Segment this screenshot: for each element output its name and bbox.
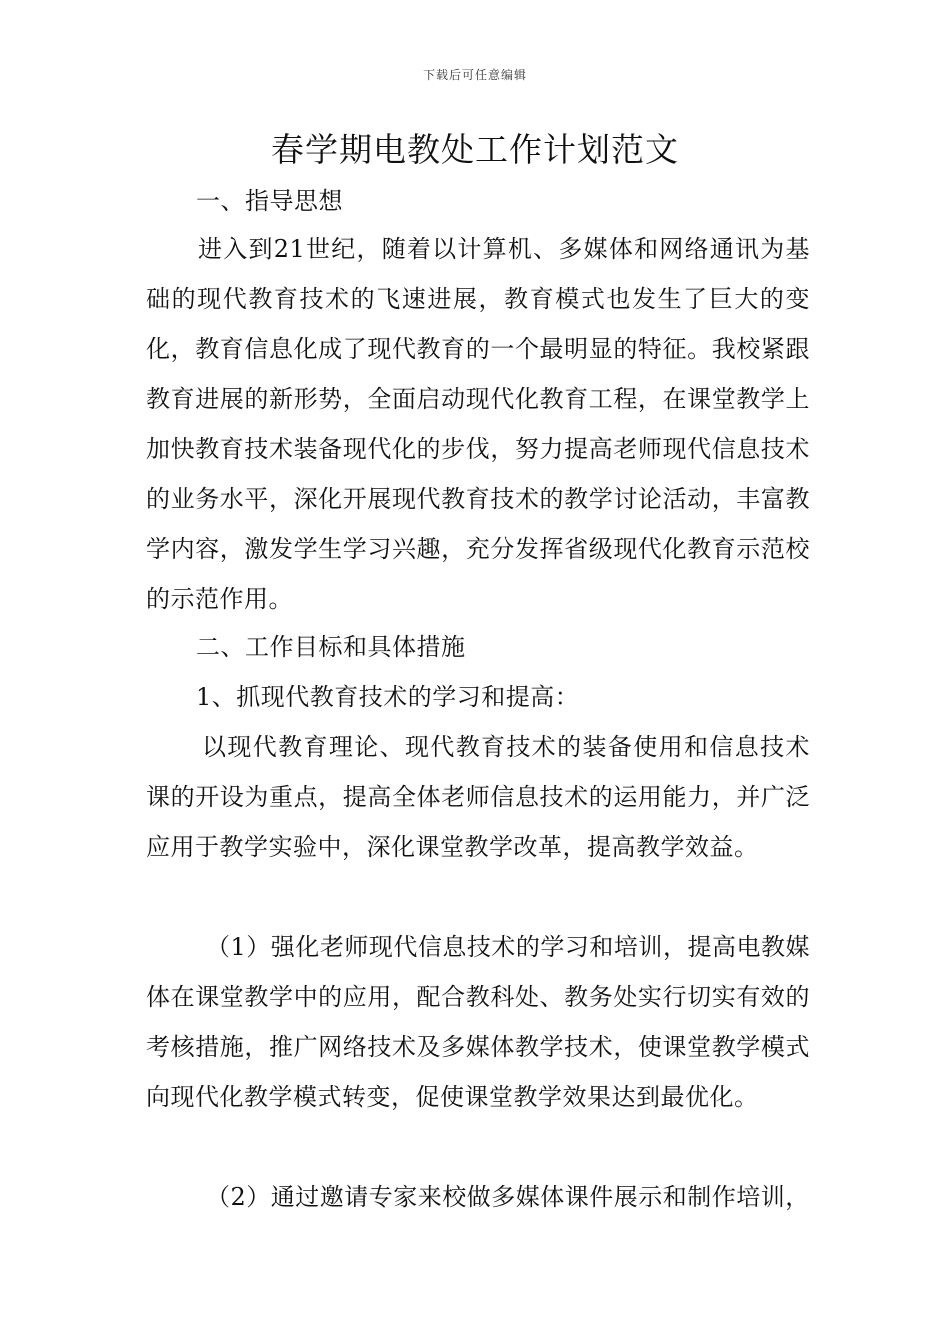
paragraph-item-2: （2）通过邀请专家来校做多媒体课件展示和制作培训， (206, 1183, 810, 1211)
paragraph-guiding-thought: 进入到21世纪，随着以计算机、多媒体和网络通讯为基础的现代教育技术的飞速进展，教育模式也发生了巨大的变化，教育信息化成了现代教育的一个最明显的特征。我校紧跟教育进展的新形势，全面启动现代化教育工程，在课堂教学上加快教育技术装备现代化的步伐，努力提高老师现代信息技术的业务水平，深化开展现代教育技术的教学讨论活动，丰富教学内容，激发学生学习兴趣，充分发挥省级现代化教育示范校的示范作用。 (146, 235, 810, 613)
section-heading-guiding-thought: 一、指导思想 (196, 187, 343, 215)
header-note: 下载后可任意编辑 (422, 68, 527, 82)
paragraph-technology-learning: 以现代教育理论、现代教育技术的装备使用和信息技术课的开设为重点，提高全体老师信息技术的运用能力，并广泛应用于教学实验中，深化课堂教学改革，提高教学效益。 (146, 733, 810, 861)
subsection-heading-technology-learning: 1、抓现代教育技术的学习和提高： (196, 683, 580, 711)
paragraph-item-1: （1）强化老师现代信息技术的学习和培训，提高电教媒体在课堂教学中的应用，配合教科处、教务处实行切实有效的考核措施，推广网络技术及多媒体教学技术，使课堂教学模式向现代化教学模式转变，促使课堂教学效果达到最优化。 (146, 933, 810, 1111)
document-title: 春学期电教处工作计划范文 (271, 130, 679, 169)
section-heading-goals-measures: 二、工作目标和具体措施 (196, 633, 466, 661)
